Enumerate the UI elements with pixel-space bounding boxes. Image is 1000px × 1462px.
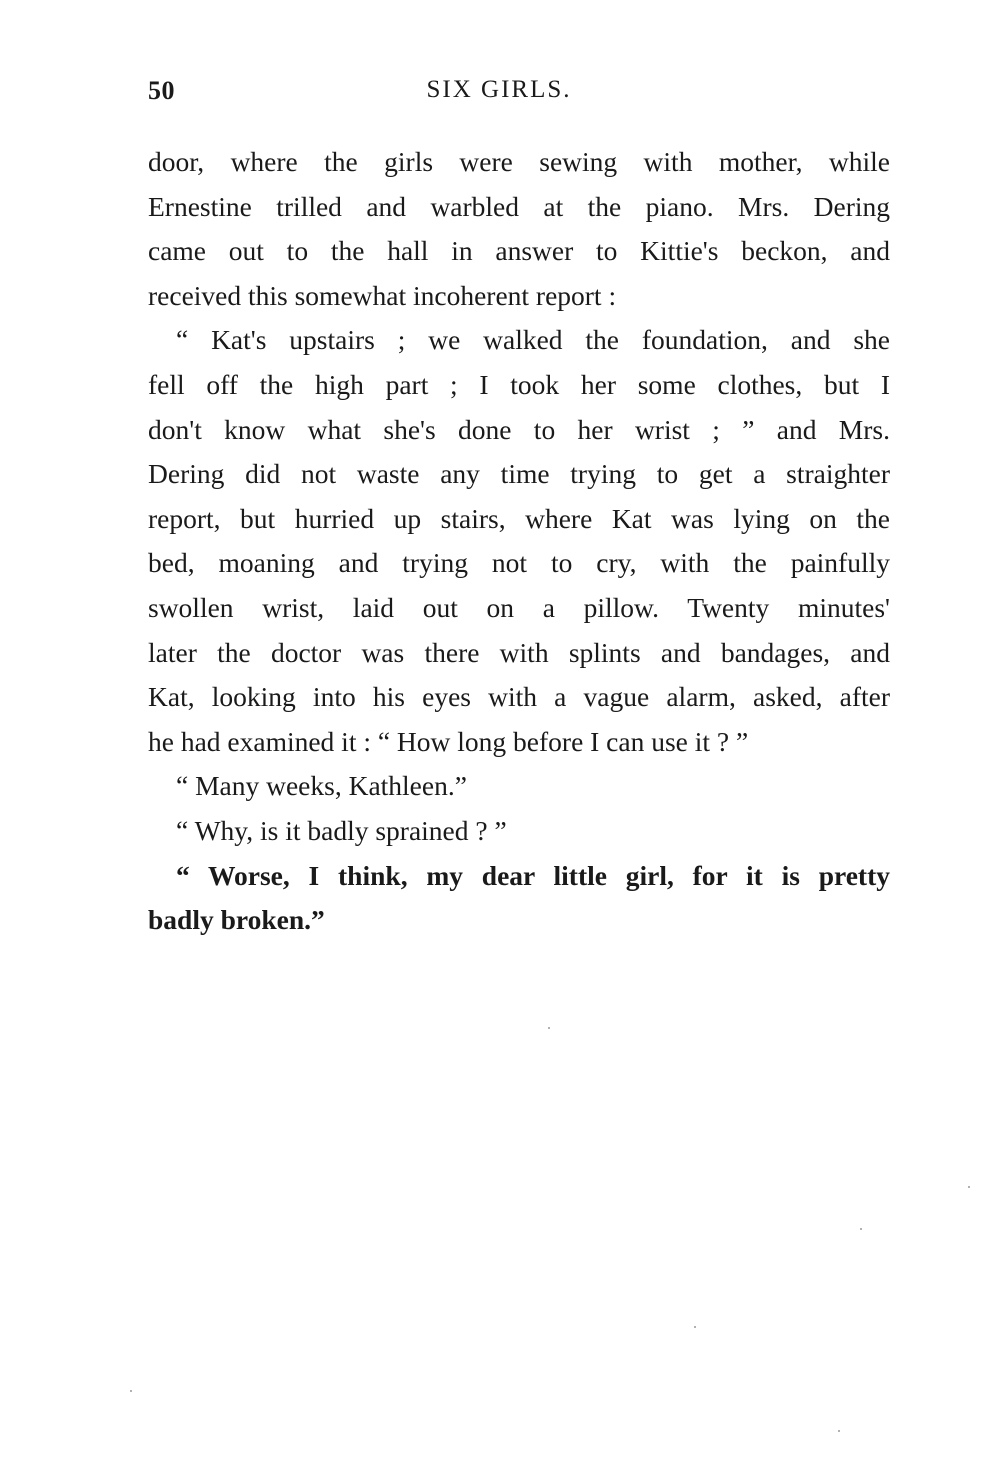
body-text	[148, 140, 890, 943]
text-line: Kat, looking into his eyes with a vague alarm, asked, after	[148, 681, 890, 713]
paragraph	[148, 318, 890, 764]
scan-speck	[694, 1326, 696, 1328]
text-line: “ Why, is it badly sprained ? ”	[176, 814, 507, 846]
scan-speck	[838, 1430, 840, 1432]
text-line: swollen wrist, laid out on a pillow. Twenty minutes'	[148, 591, 890, 623]
scan-speck	[548, 1027, 550, 1029]
page-header	[148, 76, 890, 116]
text-line: came out to the hall in answer to Kittie's beckon, and	[148, 235, 890, 267]
scan-speck	[130, 1390, 132, 1392]
paragraph	[148, 809, 890, 854]
text-line: fell off the high part ; I took her some clothes, but I	[148, 368, 890, 400]
paragraph	[148, 854, 890, 943]
text-line: “ Kat's upstairs ; we walked the foundation, and she	[176, 324, 890, 356]
text-line: he had examined it : “ How long before I can use it ? ”	[148, 725, 749, 757]
text-line: Ernestine trilled and warbled at the piano. Mrs. Dering	[148, 190, 890, 222]
text-line: “ Many weeks, Kathleen.”	[176, 770, 467, 802]
text-line: door, where the girls were sewing with mother, while	[148, 146, 890, 177]
text-line: received this somewhat incoherent report :	[148, 279, 617, 311]
text-line: later the doctor was there with splints and bandages, and	[148, 636, 890, 668]
paragraph	[148, 764, 890, 809]
text-line: Dering did not waste any time trying to get a straighter	[148, 458, 890, 490]
paragraph	[148, 140, 890, 318]
text-line: badly broken.”	[148, 904, 325, 936]
text-line: report, but hurried up stairs, where Kat was lying on the	[148, 502, 890, 534]
scan-speck	[860, 1228, 862, 1230]
text-line: bed, moaning and trying not to cry, with the painfully	[148, 547, 890, 579]
page-number: 50	[148, 76, 175, 105]
scan-speck	[968, 1186, 970, 1188]
running-head: SIX GIRLS.	[426, 76, 572, 103]
text-line: don't know what she's done to her wrist ; ” and Mrs.	[148, 413, 890, 445]
text-line: “ Worse, I think, my dear little girl, for it is pretty	[176, 859, 890, 891]
